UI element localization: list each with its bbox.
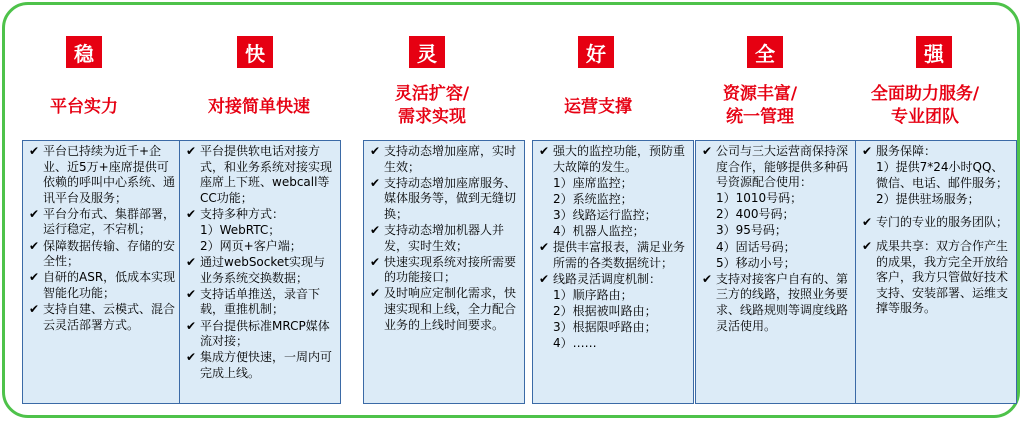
list-item xyxy=(702,191,852,207)
checkmark-icon: ✔ xyxy=(539,240,550,255)
list-item-text: 2）网页+客户端； xyxy=(200,239,302,254)
column-title xyxy=(159,96,359,119)
column-badge: 全 xyxy=(747,36,783,68)
list-item-text: 3）根据限呼路由； xyxy=(553,320,657,335)
list-item xyxy=(702,144,852,191)
feature-list-box xyxy=(179,140,341,404)
checkmark-icon: ✔ xyxy=(862,238,873,253)
column-title-line: 资源丰富/ xyxy=(722,84,798,104)
list-item-text: 4）…… xyxy=(553,336,597,351)
list-item-text: 专门的专业的服务团队； xyxy=(876,215,1009,230)
list-item xyxy=(29,144,179,206)
list-item xyxy=(702,256,852,272)
column-title-line: 全面助力服务/ xyxy=(870,84,980,104)
column-title xyxy=(825,83,1024,129)
list-item xyxy=(29,302,179,333)
list-item xyxy=(370,223,520,254)
list-item-text: 3）线路运行监控； xyxy=(553,207,657,222)
checkmark-icon: ✔ xyxy=(370,222,381,237)
list-item xyxy=(186,319,336,350)
list-item xyxy=(702,240,852,256)
list-item-text: 强大的监控功能，预防重大故障的发生。 xyxy=(553,144,686,174)
list-item xyxy=(186,287,336,318)
column-badge: 强 xyxy=(916,36,952,68)
list-item-text: 支持动态增加座席服务、媒体服务等，做到无缝切换； xyxy=(384,175,517,221)
list-item-text: 成果共享：双方合作产生的成果，我方完全开放给客户，我方只管做好技术支持、安装部署、运维支撑等服务。 xyxy=(876,238,1009,316)
list-item-text: 公司与三大运营商保持深度合作，能够提供多种码号资源配合使用： xyxy=(716,144,849,190)
list-item-text: 支持动态增加机器人并发，实时生效； xyxy=(384,222,505,253)
column-title-line: 运营支撑 xyxy=(564,97,632,117)
feature-list-box xyxy=(22,140,184,404)
list-item xyxy=(29,239,179,270)
list-item-text: 4）固话号码； xyxy=(716,239,796,254)
list-item xyxy=(862,215,1012,231)
list-item-text: 平台提供标准MRCP媒体流对接； xyxy=(200,318,330,349)
feature-list-box xyxy=(695,140,857,404)
checkmark-icon: ✔ xyxy=(186,255,197,270)
checkmark-icon: ✔ xyxy=(702,271,713,286)
list-item xyxy=(186,350,336,381)
list-item-text: 1）WebRTC； xyxy=(200,222,281,237)
checkmark-icon: ✔ xyxy=(862,215,873,230)
checkmark-icon: ✔ xyxy=(186,318,197,333)
list-item xyxy=(539,176,689,192)
list-item-text: 支持动态增加座席，实时生效； xyxy=(384,144,517,174)
list-item xyxy=(186,207,336,223)
list-item-text: 2）系统监控； xyxy=(553,191,633,206)
list-item xyxy=(539,320,689,336)
checkmark-icon: ✔ xyxy=(29,144,40,158)
checkmark-icon: ✔ xyxy=(370,254,381,269)
checkmark-icon: ✔ xyxy=(539,144,550,158)
column-badge: 好 xyxy=(578,36,614,68)
list-item-text: 通过webSocket实现与业务系统交换数据； xyxy=(200,255,325,285)
list-item xyxy=(370,144,520,175)
checkmark-icon: ✔ xyxy=(29,238,40,253)
list-item-text: 保障数据传输、存储的安全性； xyxy=(43,238,176,269)
list-item-text: 集成方便快速，一周内可完成上线。 xyxy=(200,350,333,380)
column-badge: 稳 xyxy=(66,36,102,68)
column-title-line: 统一管理 xyxy=(726,107,794,127)
list-item-text: 1）座席监控； xyxy=(553,175,633,190)
checkmark-icon: ✔ xyxy=(186,144,197,158)
list-item-text: 提供丰富报表，满足业务所需的各类数据统计； xyxy=(553,240,686,270)
list-item xyxy=(702,272,852,334)
column-badge: 快 xyxy=(237,36,273,68)
list-item-text: 自研的ASR，低成本实现智能化功能； xyxy=(43,270,176,300)
list-item-text: 支持对接客户自有的、第三方的线路，按照业务要求、线路规则等调度线路灵活使用。 xyxy=(716,271,849,333)
list-item xyxy=(862,144,1012,160)
column-title xyxy=(0,96,184,119)
list-item-text: 1）提供7*24小时QQ、微信、电话、邮件服务； xyxy=(876,160,1009,190)
list-item xyxy=(29,270,179,301)
feature-list-box xyxy=(532,140,694,404)
list-item-text: 2）400号码； xyxy=(716,207,795,222)
checkmark-icon: ✔ xyxy=(862,144,873,158)
list-item-text: 支持自建、云模式、混合云灵活部署方式。 xyxy=(43,301,176,332)
list-item xyxy=(539,272,689,288)
checkmark-icon: ✔ xyxy=(370,175,381,190)
list-item xyxy=(186,255,336,286)
list-item xyxy=(29,207,179,238)
list-item xyxy=(862,192,1012,208)
checkmark-icon: ✔ xyxy=(186,350,197,365)
checkmark-icon: ✔ xyxy=(370,144,381,158)
list-item xyxy=(370,286,520,333)
checkmark-icon: ✔ xyxy=(539,271,550,286)
column-title-line: 需求实现 xyxy=(398,107,466,127)
checkmark-icon: ✔ xyxy=(186,286,197,301)
checkmark-icon: ✔ xyxy=(29,270,40,285)
list-item-text: 5）移动小号； xyxy=(716,255,796,270)
list-item xyxy=(539,336,689,352)
list-item xyxy=(539,208,689,224)
list-item xyxy=(539,240,689,271)
checkmark-icon: ✔ xyxy=(29,206,40,221)
list-item-text: 平台提供软电话对接方式，和业务系统对接实现座席上下班、webcall等CC功能； xyxy=(200,144,333,205)
list-item xyxy=(186,239,336,255)
column-title-line: 平台实力 xyxy=(50,97,118,117)
list-item-text: 线路灵活调度机制： xyxy=(553,271,662,286)
list-item-text: 服务保障： xyxy=(876,144,937,158)
list-item xyxy=(539,304,689,320)
checkmark-icon: ✔ xyxy=(370,286,381,301)
column-title-line: 灵活扩容/ xyxy=(394,84,470,104)
list-item xyxy=(186,223,336,239)
list-item-text: 2）提供驻场服务； xyxy=(876,191,980,206)
checkmark-icon: ✔ xyxy=(186,206,197,221)
column-title-line: 对接简单快速 xyxy=(208,97,310,117)
feature-list-box xyxy=(855,140,1017,404)
column-title-line: 专业团队 xyxy=(891,107,959,127)
list-item xyxy=(539,224,689,240)
checkmark-icon: ✔ xyxy=(29,301,40,316)
list-item xyxy=(539,192,689,208)
list-item-text: 4）机器人监控； xyxy=(553,223,645,238)
list-item xyxy=(702,207,852,223)
list-item-text: 1）顺序路由； xyxy=(553,287,633,302)
list-item xyxy=(539,288,689,304)
checkmark-icon: ✔ xyxy=(702,144,713,158)
list-item-text: 支持多种方式： xyxy=(200,206,285,221)
list-item-text: 平台分布式、集群部署，运行稳定，不宕机； xyxy=(43,206,176,237)
list-item-text: 3）95号码； xyxy=(716,223,787,238)
list-item-text: 平台已持续为近千+企业、近5万+座席提供可依赖的呼叫中心系统、通讯平台及服务； xyxy=(43,144,176,205)
list-item-text: 2）根据被叫路由； xyxy=(553,303,657,318)
list-item-text: 1）1010号码； xyxy=(716,191,803,206)
feature-list-box xyxy=(363,140,525,404)
list-item xyxy=(862,160,1012,191)
list-item-text: 及时响应定制化需求，快速实现和上线，全力配合业务的上线时间要求。 xyxy=(384,286,517,332)
list-item xyxy=(186,144,336,206)
list-item xyxy=(702,223,852,239)
list-item xyxy=(862,239,1012,317)
list-item xyxy=(370,176,520,223)
list-item-text: 快速实现系统对接所需要的功能接口； xyxy=(384,254,517,285)
list-item-text: 支持话单推送，录音下载，重推机制； xyxy=(200,286,321,317)
list-item xyxy=(539,144,689,175)
list-item xyxy=(370,255,520,286)
column-badge: 灵 xyxy=(409,36,445,68)
